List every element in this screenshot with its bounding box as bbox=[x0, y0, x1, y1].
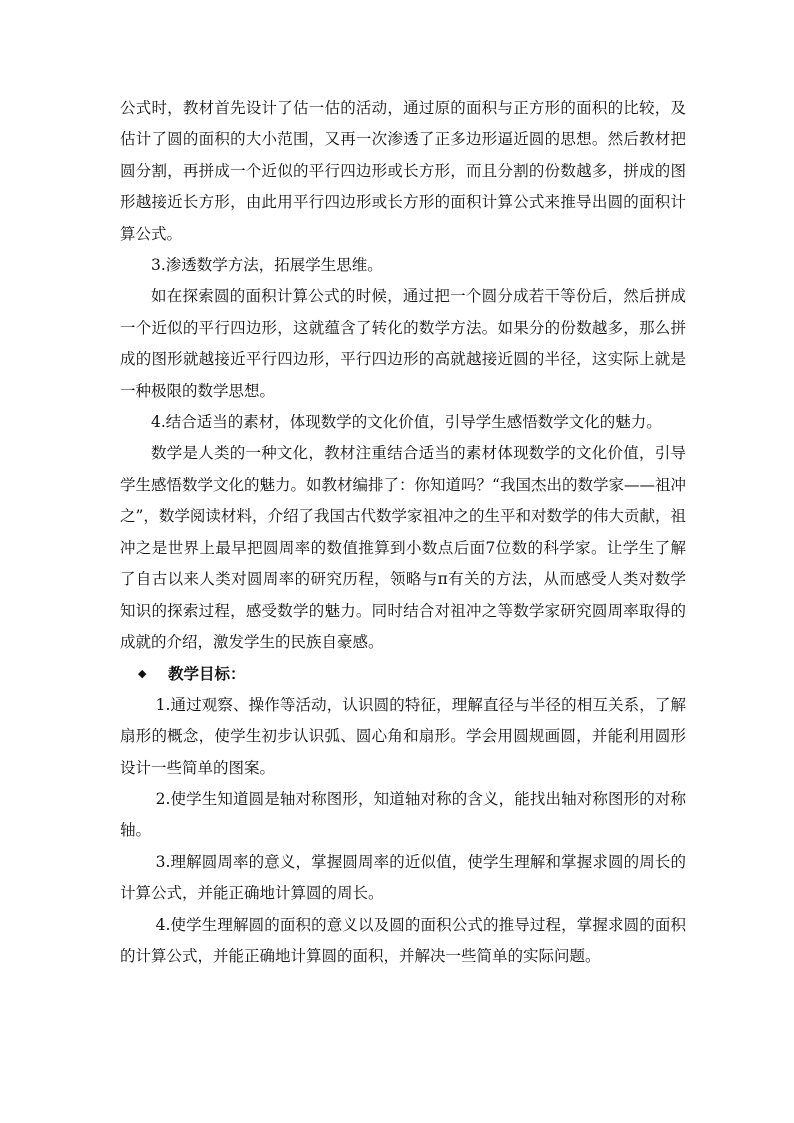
diamond-bullet-icon: ◆ bbox=[138, 667, 147, 681]
paragraph-heading-3: 3.渗透数学方法，拓展学生思维。 bbox=[151, 256, 383, 275]
section-title-text: 教学目标： bbox=[168, 664, 246, 684]
paragraph-math-culture: 数学是人类的一种文化，教材注重结合适当的素材体现数学的文化价值，引导学生感悟数学文化的魅力。如教材编排了：你知道吗？“我国杰出的数学家——祖冲之”，数学阅读材料，介绍了我国古代数学家祖冲之的生平和对数学的伟大贡献，祖冲之是世界上最早把圆周率的数值推算到小数点后面7位数的科学家。让学生了解了自古以来人类对圆周率的研究历程，领略与π有关的方法，从而感受人类对数学知识的探索过程，感受数学的魅力。同时结合对祖冲之等数学家研究圆周率取得的成就的介绍，激发学生的民族自豪感。 bbox=[120, 444, 686, 651]
objective-item-1: 1.通过观察、操作等活动，认识圆的特征，理解直径与半径的相互关系，了解扇形的概念，使学生初步认识弧、圆心角和扇形。学会用圆规画圆，并能利用圆形设计一些简单的图案。 bbox=[120, 695, 686, 777]
paragraph-area-formula: 公式时，教材首先设计了估一估的活动，通过原的面积与正方形的面积的比较，及估计了圆的面积的大小范围，又再一次渗透了正多边形逼近圆的思想。然后教材把圆分割，再拼成一个近似的平行四边形或长方形，而且分割的份数越多，拼成的图形越接近长方形，由此用平行四边形或长方形的面积计算公式来推导出圆的面积计算公式。 bbox=[120, 99, 686, 243]
objective-item-2: 2.使学生知道圆是轴对称图形，知道轴对称的含义，能找出轴对称图形的对称轴。 bbox=[120, 789, 686, 840]
paragraph-heading-4: 4.结合适当的素材，体现数学的文化价值，引导学生感悟数学文化的魅力。 bbox=[151, 413, 662, 432]
objective-item-3: 3.理解圆周率的意义，掌握圆周率的近似值，使学生理解和掌握求圆的周长的计算公式，并能正确地计算圆的周长。 bbox=[120, 852, 686, 903]
objective-item-4: 4.使学生理解圆的面积的意义以及圆的面积公式的推导过程，掌握求圆的面积的计算公式，并能正确地计算圆的面积，并解决一些简单的实际问题。 bbox=[120, 915, 686, 965]
document-body bbox=[120, 93, 686, 972]
section-title-teaching-objectives bbox=[120, 658, 686, 689]
paragraph-conversion-method: 如在探索圆的面积计算公式的时候，通过把一个圆分成若干等份后，然后拼成一个近似的平行四边形，这就蕴含了转化的数学方法。如果分的份数越多，那么拼成的图形就越接近平行四边形，平行四边形的高就越接近圆的半径，这实际上就是一种极限的数学思想。 bbox=[120, 287, 686, 400]
